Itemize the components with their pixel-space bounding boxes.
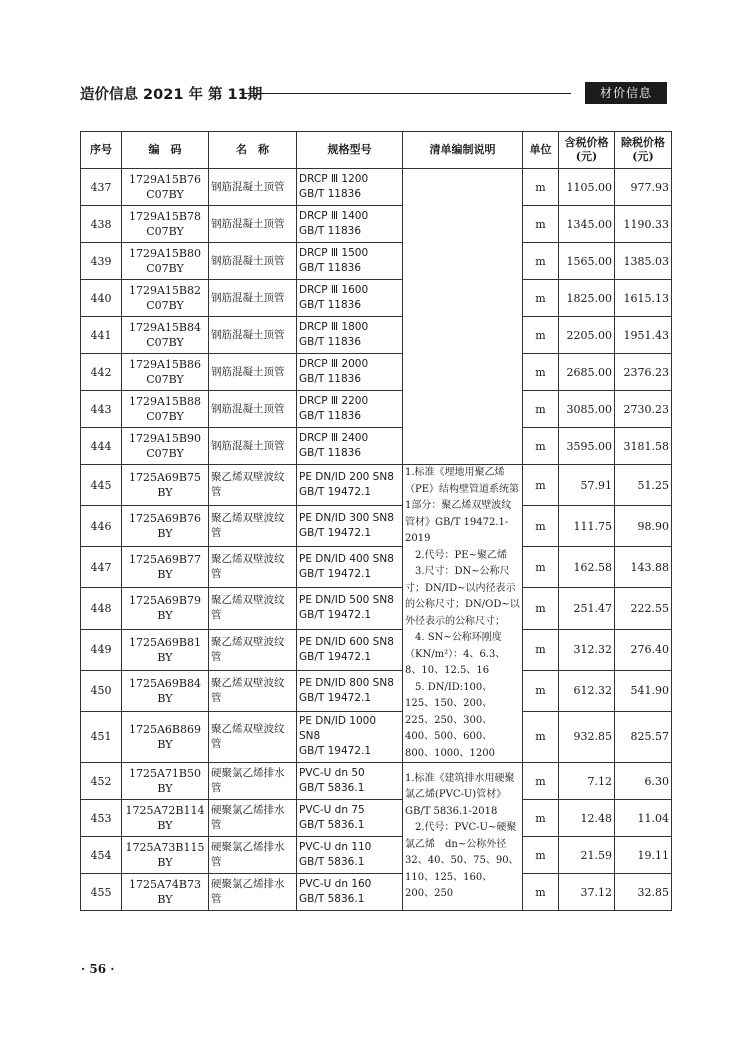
column-header-price-without-tax: 除税价格(元)	[615, 132, 672, 169]
unit: m	[523, 763, 559, 800]
unit: m	[523, 506, 559, 547]
row-number: 450	[81, 670, 122, 711]
price-without-tax: 1951.43	[615, 317, 672, 354]
price-with-tax: 57.91	[559, 465, 615, 506]
description-pe-text: 1.标准《埋地用聚乙烯（PE）结构壁管道系统第1部分：聚乙烯双壁波纹管材》GB/T 19472.1-2019 2.代号：PE~聚乙烯 3.尺寸：DN~公称尺寸；DN/ID~以内径表示的公称尺寸；DN/OD~以外径表示的公称尺寸； 4. SN~公称环刚度（KN/m²）：4、6.3、8、10、12.5、16 5. DN/ID:100、125、150、200、225、250、300、400、500、600、800、1000、1200	[405, 467, 520, 759]
item-code: 1729A15B84 C07BY	[122, 317, 209, 354]
description-empty	[403, 169, 523, 465]
unit: m	[523, 465, 559, 506]
item-name: 钢筋混凝土顶管	[209, 169, 297, 206]
price-with-tax: 312.32	[559, 629, 615, 670]
price-table	[80, 131, 672, 911]
price-with-tax: 37.12	[559, 874, 615, 911]
item-code: 1725A69B75 BY	[122, 465, 209, 506]
item-spec: PVC-U dn 75 GB/T 5836.1	[297, 800, 403, 837]
table-row	[81, 711, 672, 762]
item-name: 钢筋混凝土顶管	[209, 428, 297, 465]
item-spec: PE DN/ID 1000 SN8 GB/T 19472.1	[297, 711, 403, 762]
section-badge: 材价信息	[585, 82, 667, 104]
item-code: 1729A15B78 C07BY	[122, 206, 209, 243]
row-number: 447	[81, 547, 122, 588]
item-spec: DRCP Ⅲ 1600 GB/T 11836	[297, 280, 403, 317]
item-code: 1729A15B88 C07BY	[122, 391, 209, 428]
unit: m	[523, 800, 559, 837]
item-code: 1729A15B82 C07BY	[122, 280, 209, 317]
row-number: 438	[81, 206, 122, 243]
table-row	[81, 837, 672, 874]
price-with-tax: 1105.00	[559, 169, 615, 206]
row-number: 441	[81, 317, 122, 354]
item-spec: DRCP Ⅲ 2200 GB/T 11836	[297, 391, 403, 428]
unit: m	[523, 391, 559, 428]
price-with-tax: 932.85	[559, 711, 615, 762]
item-spec: DRCP Ⅲ 2000 GB/T 11836	[297, 354, 403, 391]
row-number: 446	[81, 506, 122, 547]
price-with-tax: 162.58	[559, 547, 615, 588]
row-number: 454	[81, 837, 122, 874]
unit: m	[523, 711, 559, 762]
price-without-tax: 541.90	[615, 670, 672, 711]
price-with-tax: 3085.00	[559, 391, 615, 428]
item-spec: PE DN/ID 300 SN8 GB/T 19472.1	[297, 506, 403, 547]
publication-title: 造价信息 2021 年 第 11期	[80, 87, 263, 103]
unit: m	[523, 243, 559, 280]
item-name: 硬聚氯乙烯排水管	[209, 874, 297, 911]
item-spec: DRCP Ⅲ 2400 GB/T 11836	[297, 428, 403, 465]
table-row	[81, 169, 672, 206]
price-without-tax: 51.25	[615, 465, 672, 506]
price-without-tax: 6.30	[615, 763, 672, 800]
item-name: 钢筋混凝土顶管	[209, 206, 297, 243]
table-row	[81, 206, 672, 243]
row-number: 442	[81, 354, 122, 391]
item-code: 1725A69B79 BY	[122, 588, 209, 629]
price-without-tax: 977.93	[615, 169, 672, 206]
item-spec: PE DN/ID 500 SN8 GB/T 19472.1	[297, 588, 403, 629]
price-without-tax: 11.04	[615, 800, 672, 837]
item-code: 1725A74B73 BY	[122, 874, 209, 911]
price-with-tax: 1345.00	[559, 206, 615, 243]
unit: m	[523, 206, 559, 243]
item-code: 1725A6B869 BY	[122, 711, 209, 762]
table-row	[81, 354, 672, 391]
table-row	[81, 800, 672, 837]
price-with-tax: 7.12	[559, 763, 615, 800]
item-name: 钢筋混凝土顶管	[209, 243, 297, 280]
unit: m	[523, 547, 559, 588]
item-name: 硬聚氯乙烯排水管	[209, 763, 297, 800]
price-without-tax: 3181.58	[615, 428, 672, 465]
row-number: 451	[81, 711, 122, 762]
row-number: 455	[81, 874, 122, 911]
item-code: 1729A15B90 C07BY	[122, 428, 209, 465]
row-number: 453	[81, 800, 122, 837]
table-row	[81, 629, 672, 670]
item-name: 硬聚氯乙烯排水管	[209, 837, 297, 874]
column-header-spec: 规格型号	[297, 132, 403, 169]
item-spec: PVC-U dn 160 GB/T 5836.1	[297, 874, 403, 911]
unit: m	[523, 588, 559, 629]
table-row	[81, 763, 672, 800]
unit: m	[523, 629, 559, 670]
item-name: 聚乙烯双壁波纹管	[209, 711, 297, 762]
item-code: 1725A71B50 BY	[122, 763, 209, 800]
row-number: 449	[81, 629, 122, 670]
table-row	[81, 874, 672, 911]
header-rule	[240, 93, 571, 94]
item-code: 1729A15B86 C07BY	[122, 354, 209, 391]
price-with-tax: 2205.00	[559, 317, 615, 354]
price-without-tax: 1190.33	[615, 206, 672, 243]
table-row	[81, 428, 672, 465]
item-code: 1729A15B76 C07BY	[122, 169, 209, 206]
price-without-tax: 222.55	[615, 588, 672, 629]
table-row	[81, 280, 672, 317]
row-number: 452	[81, 763, 122, 800]
item-name: 聚乙烯双壁波纹管	[209, 670, 297, 711]
row-number: 448	[81, 588, 122, 629]
unit: m	[523, 169, 559, 206]
price-without-tax: 143.88	[615, 547, 672, 588]
column-header-no: 序号	[81, 132, 122, 169]
item-name: 钢筋混凝土顶管	[209, 354, 297, 391]
row-number: 437	[81, 169, 122, 206]
item-spec: PE DN/ID 200 SN8 GB/T 19472.1	[297, 465, 403, 506]
column-header-unit: 单位	[523, 132, 559, 169]
table-body	[81, 169, 672, 911]
table-row	[81, 243, 672, 280]
item-name: 钢筋混凝土顶管	[209, 280, 297, 317]
item-code: 1725A69B81 BY	[122, 629, 209, 670]
price-with-tax: 1565.00	[559, 243, 615, 280]
item-spec: DRCP Ⅲ 1800 GB/T 11836	[297, 317, 403, 354]
unit: m	[523, 670, 559, 711]
row-number: 440	[81, 280, 122, 317]
item-code: 1729A15B80 C07BY	[122, 243, 209, 280]
item-code: 1725A72B114 BY	[122, 800, 209, 837]
price-without-tax: 98.90	[615, 506, 672, 547]
item-name: 聚乙烯双壁波纹管	[209, 629, 297, 670]
price-with-tax: 12.48	[559, 800, 615, 837]
item-name: 聚乙烯双壁波纹管	[209, 465, 297, 506]
item-spec: PE DN/ID 400 SN8 GB/T 19472.1	[297, 547, 403, 588]
item-name: 钢筋混凝土顶管	[209, 391, 297, 428]
table-row	[81, 506, 672, 547]
table-row	[81, 465, 672, 506]
table-header-row	[81, 132, 672, 169]
column-header-name: 名 称	[209, 132, 297, 169]
row-number: 445	[81, 465, 122, 506]
page-number: · 56 ·	[81, 962, 115, 976]
price-without-tax: 1615.13	[615, 280, 672, 317]
item-code: 1725A69B84 BY	[122, 670, 209, 711]
price-with-tax: 1825.00	[559, 280, 615, 317]
item-name: 聚乙烯双壁波纹管	[209, 547, 297, 588]
price-without-tax: 2730.23	[615, 391, 672, 428]
table-row	[81, 588, 672, 629]
item-code: 1725A69B76 BY	[122, 506, 209, 547]
item-name: 硬聚氯乙烯排水管	[209, 800, 297, 837]
row-number: 444	[81, 428, 122, 465]
price-with-tax: 21.59	[559, 837, 615, 874]
unit: m	[523, 874, 559, 911]
column-header-code: 编 码	[122, 132, 209, 169]
price-without-tax: 276.40	[615, 629, 672, 670]
item-spec: DRCP Ⅲ 1200 GB/T 11836	[297, 169, 403, 206]
description-pvc-text: 1.标准《建筑排水用硬聚氯乙烯(PVC-U)管材》GB/T 5836.1-2018 2.代号：PVC-U~硬聚氯乙烯 dn~公称外径 32、40、50、75、90、110、125、160、200、250	[405, 772, 519, 899]
page-header	[80, 82, 667, 104]
column-header-price-with-tax: 含税价格(元)	[559, 132, 615, 169]
item-spec: PE DN/ID 600 SN8 GB/T 19472.1	[297, 629, 403, 670]
price-without-tax: 19.11	[615, 837, 672, 874]
price-with-tax: 111.75	[559, 506, 615, 547]
price-with-tax: 3595.00	[559, 428, 615, 465]
item-spec: DRCP Ⅲ 1500 GB/T 11836	[297, 243, 403, 280]
unit: m	[523, 428, 559, 465]
item-name: 聚乙烯双壁波纹管	[209, 588, 297, 629]
table-row	[81, 317, 672, 354]
table-row	[81, 547, 672, 588]
price-without-tax: 2376.23	[615, 354, 672, 391]
description-pe-pipe	[403, 465, 523, 763]
unit: m	[523, 317, 559, 354]
item-spec: DRCP Ⅲ 1400 GB/T 11836	[297, 206, 403, 243]
price-without-tax: 1385.03	[615, 243, 672, 280]
column-header-description: 清单编制说明	[403, 132, 523, 169]
price-with-tax: 2685.00	[559, 354, 615, 391]
item-name: 聚乙烯双壁波纹管	[209, 506, 297, 547]
item-code: 1725A73B115 BY	[122, 837, 209, 874]
unit: m	[523, 280, 559, 317]
row-number: 439	[81, 243, 122, 280]
price-with-tax: 612.32	[559, 670, 615, 711]
unit: m	[523, 354, 559, 391]
row-number: 443	[81, 391, 122, 428]
item-spec: PVC-U dn 50 GB/T 5836.1	[297, 763, 403, 800]
table-row	[81, 670, 672, 711]
unit: m	[523, 837, 559, 874]
price-with-tax: 251.47	[559, 588, 615, 629]
table-row	[81, 391, 672, 428]
price-without-tax: 32.85	[615, 874, 672, 911]
description-pvc-pipe	[403, 763, 523, 911]
item-spec: PVC-U dn 110 GB/T 5836.1	[297, 837, 403, 874]
item-name: 钢筋混凝土顶管	[209, 317, 297, 354]
price-without-tax: 825.57	[615, 711, 672, 762]
item-spec: PE DN/ID 800 SN8 GB/T 19472.1	[297, 670, 403, 711]
item-code: 1725A69B77 BY	[122, 547, 209, 588]
